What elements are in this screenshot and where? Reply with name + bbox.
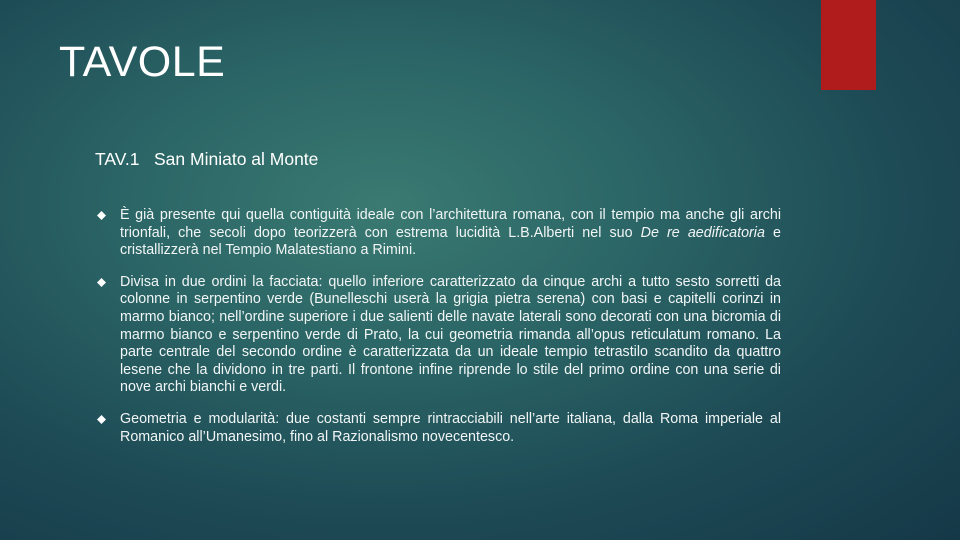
slide-subtitle: TAV.1 San Miniato al Monte bbox=[95, 149, 319, 169]
bullet-item bbox=[95, 411, 781, 446]
diamond-icon bbox=[97, 415, 106, 424]
diamond-icon bbox=[97, 278, 106, 287]
bullet-text: Geometria e modularità: due costanti sempre rintracciabili nell’arte italiana, dalla Roma imperiale al Romanico all’Umanesimo, fino al Razionalismo novecentesco. bbox=[120, 410, 781, 445]
bullet-text-italic: De re aedificatoria bbox=[640, 224, 765, 241]
bullet-list bbox=[95, 207, 781, 460]
accent-bar bbox=[821, 0, 876, 90]
bullet-item bbox=[95, 207, 781, 260]
bullet-item bbox=[95, 274, 781, 397]
diamond-icon bbox=[97, 211, 106, 220]
bullet-text: È già presente qui quella contiguità ideale con l’architettura romana, con il tempio ma anche gli archi trionfali, che secoli dopo teorizzerà con estrema lucidità L.B.Alberti nel suo bbox=[120, 207, 781, 241]
slide-title: TAVOLE bbox=[59, 38, 226, 86]
bullet-text-after: e cristallizzerà nel Tempio Malatestiano a Rimini. bbox=[120, 224, 782, 259]
bullet-text: Divisa in due ordini la facciata: quello inferiore caratterizzato da cinque archi a tutto sesto sorretti da colonne in serpentino verde (Bunelleschi userà la grigia pietra serena) con basi e capitelli corinzi in marmo bianco; nell’ordine superiore i due salienti delle navate laterali sono decorati con una bicromia di marmo bianco e serpentino verde di Prato, la cui geometria rimanda all’opus reticulatum romano. La parte centrale del secondo ordine è caratterizzata da un ideale tempio tetrastilo scandito da quattro lesene che la dividono in tre parti. Il frontone infine riprende lo stile del primo ordine con una serie di nove archi bianchi e verdi. bbox=[120, 273, 781, 396]
